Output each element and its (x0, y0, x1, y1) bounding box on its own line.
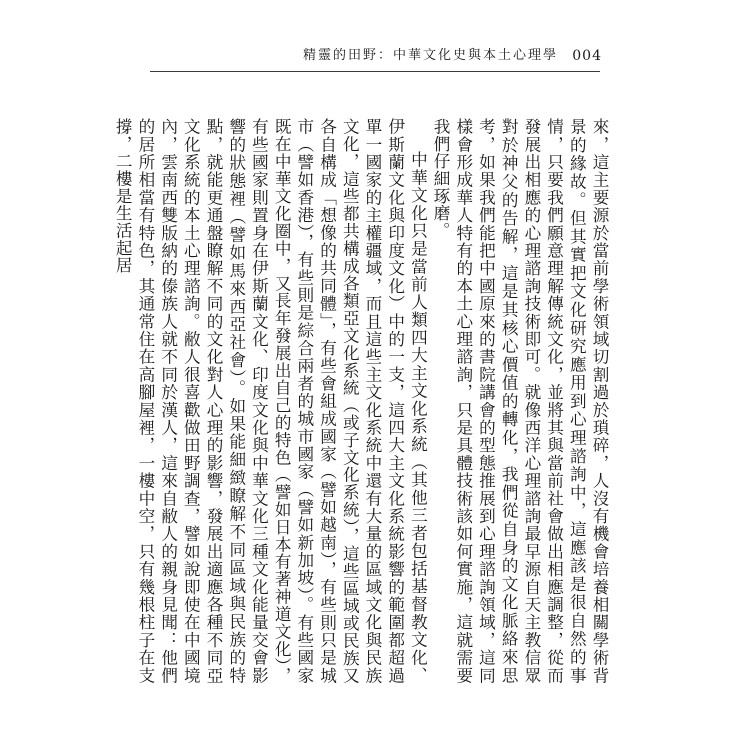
body-text (113, 118, 610, 684)
running-header (150, 46, 600, 68)
page-number: 004 (572, 48, 602, 64)
paragraph: 來，這主要源於當前學術領域切割過於瑣碎，人沒有機會培養相關學術背景的緣故。但其實把文化研究應用到心理諮詢中，這應該是很自然的事情，只要我們願意理解傳統文化，並將其與當前社會做出相應調整，從而發展出相應的心理諮詢技術即可。就像西洋心理諮詢最早源自天主教信眾對於神父的告解，這是其核心價值的轉化，我們從自身的文化脈絡來思考，如果我們能把中國原來的書院講會的型態推展到心理諮詢領域，這同樣會形成華人特有的本土心理諮詢，只是具體技術該如何實施，這就需要我們仔細琢磨。 (431, 118, 609, 684)
header-rule (150, 71, 600, 72)
paragraph: 中華文化只是當前人類四大主文化系統（其他三者包括基督教文化、伊斯蘭文化與印度文化）中的一支，這四大主文化系統影響的範圍都超過單一國家的主權疆域，而且這些主文化系統中還有大量的區域文化與民族文化，這些都共構成各類亞文化系統（或子文化系統），這些區域或民族又各自構成「想像的共同體」，有些會組成國家（譬如越南），有些則只是城市（譬如香港），有些則是綜合兩者的城市國家（譬如新加坡）。有些國家既在中華文化圈中，又長年發展出自己的特色（譬如日本有著神道文化），有些國家則置身在伊斯蘭文化、印度文化與中華文化三種文化能量交會影響的狀態裡（譬如馬來西亞社會）。如果能細緻瞭解不同區域與民族的特點，就能更通盤瞭解不同的文化對人心理的影響，發展出適應各種不同亞文化系統的本土心理諮詢。敝人很喜歡做田野調查，譬如說即使在中國境內，雲南西雙版納的傣族人就不同於漢人，這來自敝人的親身見聞：他們的居所相當有特色，其通常住在高腳屋裡，一樓中空，只有幾根柱子在支撐，二樓是生活起居 (113, 118, 428, 684)
running-title: 精靈的田野：中華文化史與本土心理學 (302, 48, 558, 63)
